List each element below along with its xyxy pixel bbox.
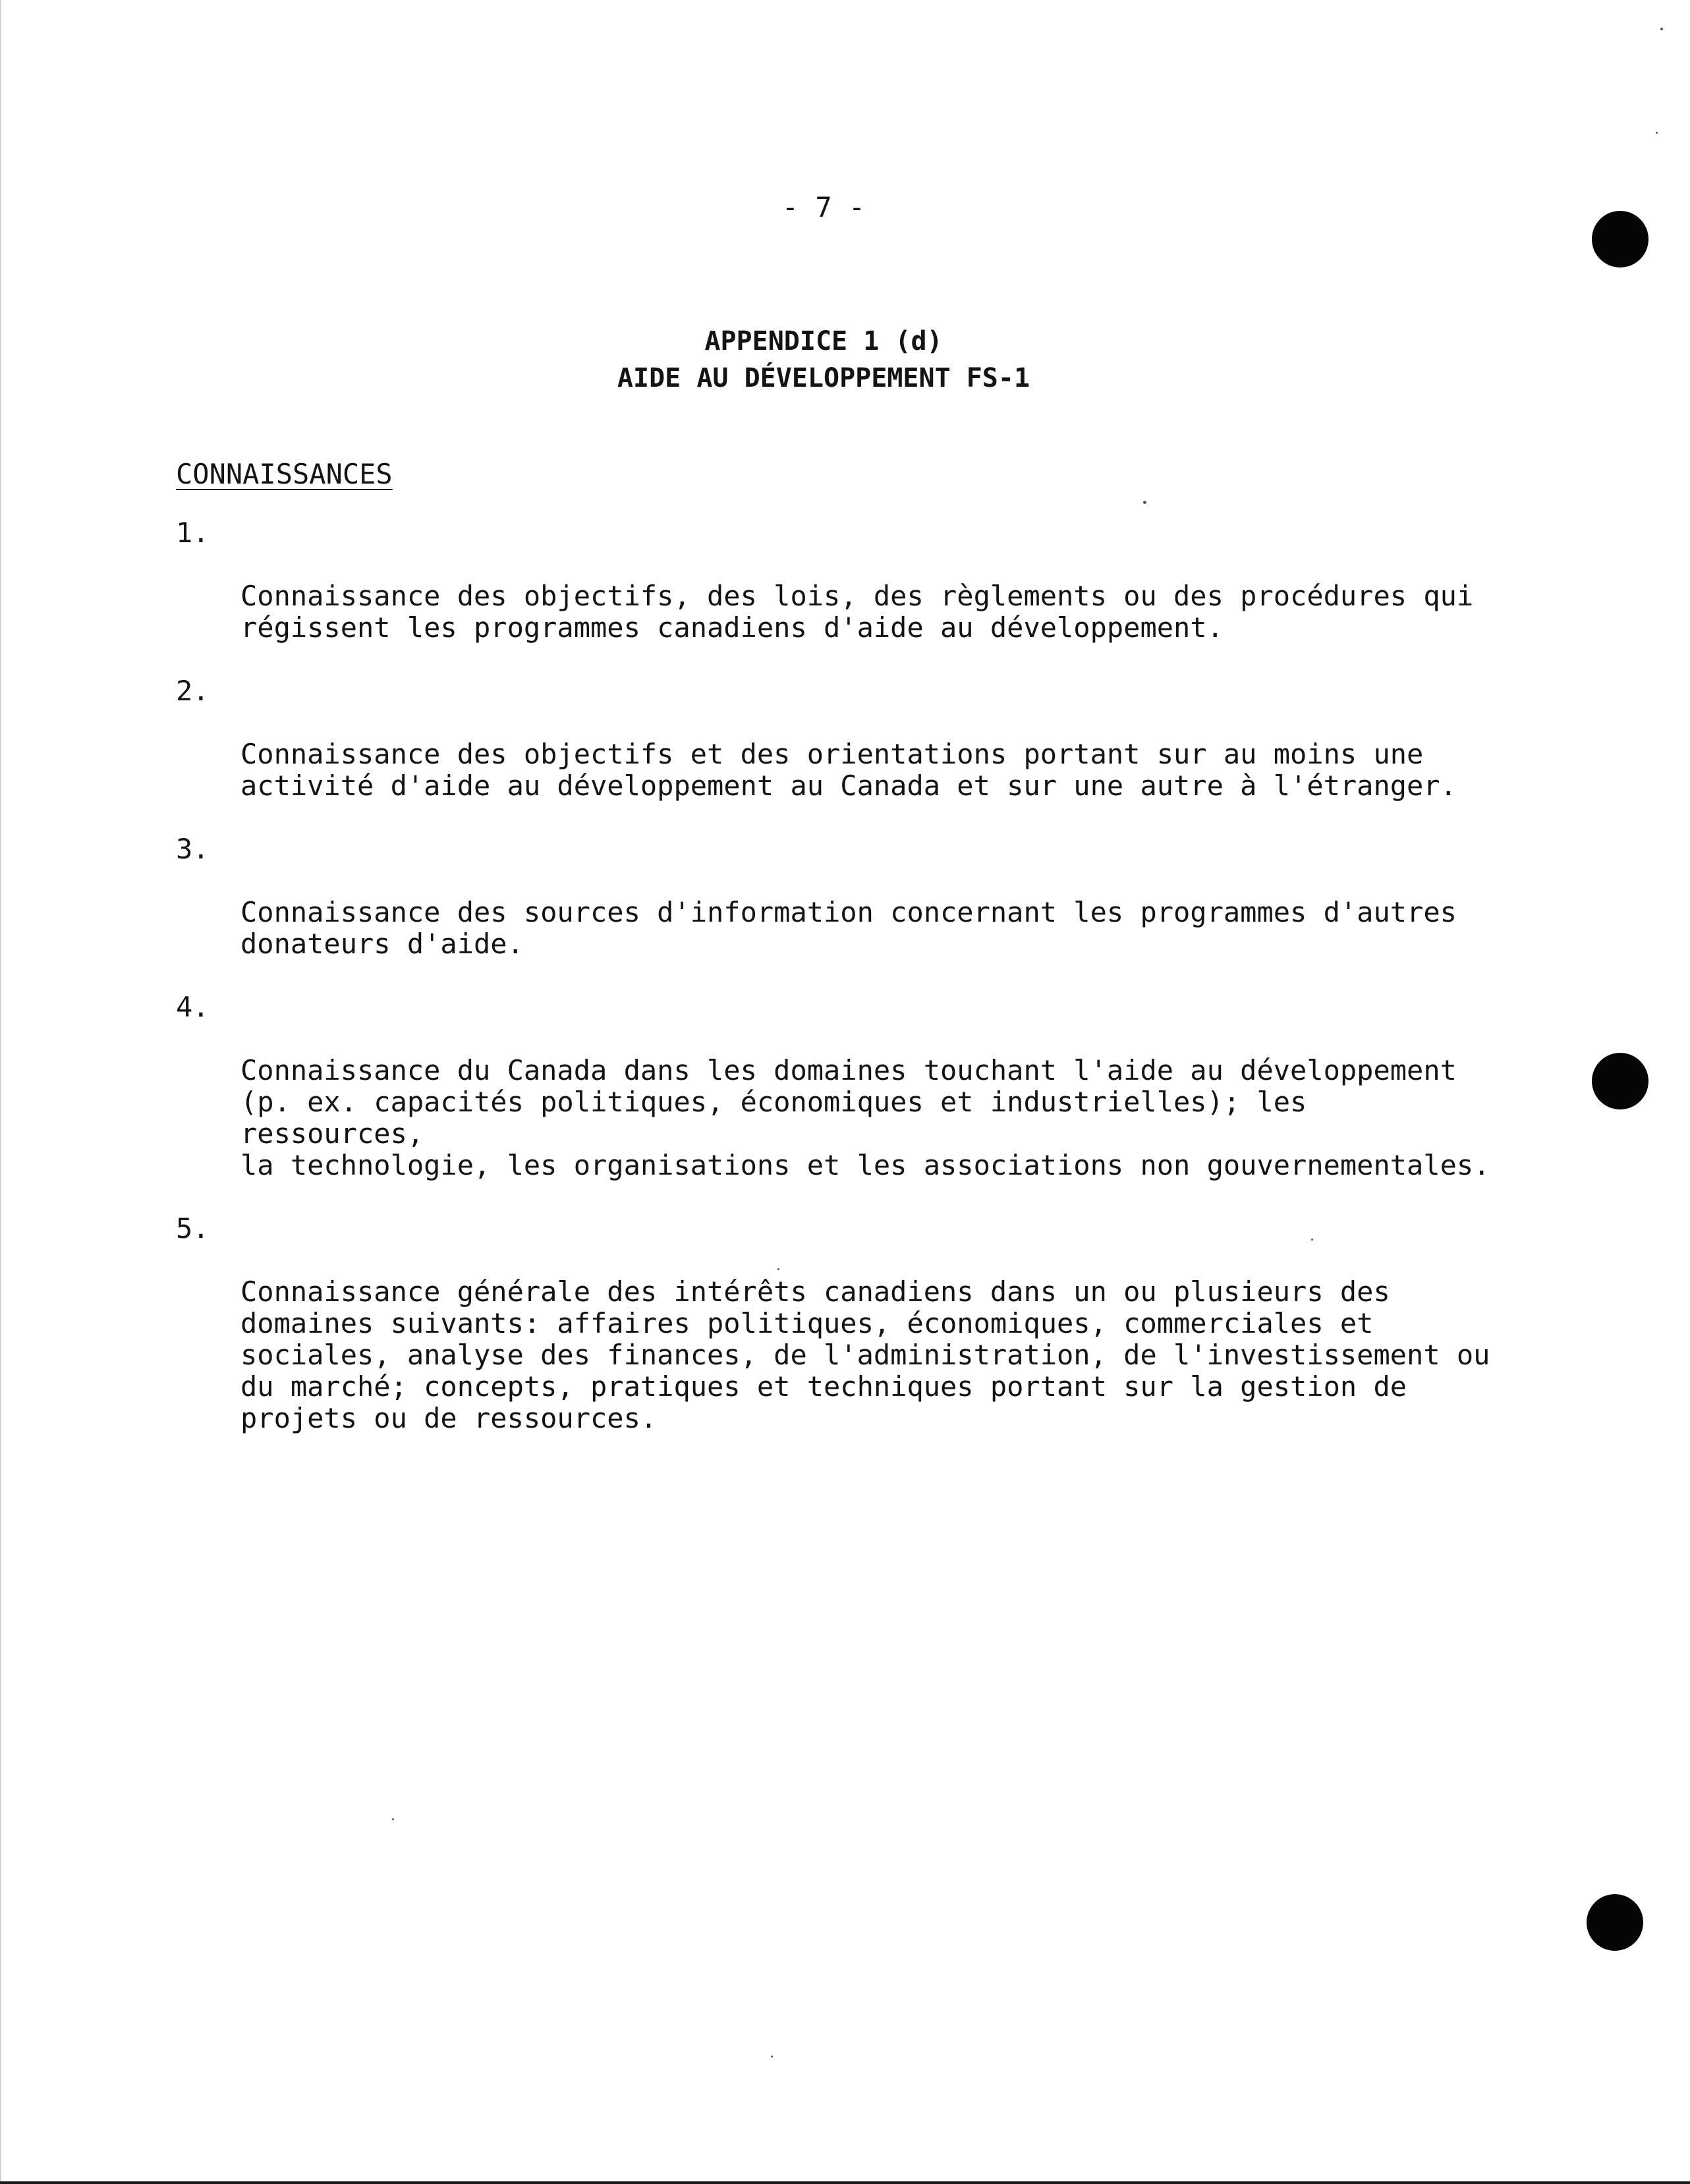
scan-speck <box>392 1818 394 1820</box>
list-item-text: Connaissance du Canada dans les domaines touchant l'aide au développement (p. ex. capacités politiques, économiques et industrielles); les ressources, la technologie, les organisations et les associations non gouvernementales. <box>240 1054 1490 1181</box>
list-item <box>176 517 1500 644</box>
list-item <box>176 833 1500 960</box>
list-item-text: Connaissance des objectifs, des lois, des règlements ou des procédures qui régissent les programmes canadiens d'aide au développement. <box>240 580 1474 644</box>
list-item <box>176 1213 1500 1434</box>
scan-bottom-edge <box>0 2181 1690 2184</box>
knowledge-list <box>176 517 1500 1466</box>
list-item-number: 3. <box>176 833 210 865</box>
list-item <box>176 992 1500 1181</box>
scan-speck <box>1143 501 1146 504</box>
page-number: - 7 - <box>781 191 866 223</box>
list-item-text: Connaissance des objectifs et des orientations portant sur au moins une activité d'aide au développement au Canada et sur une autre à l'étranger. <box>240 738 1457 802</box>
title-line-subject: AIDE AU DÉVELOPPEMENT FS-1 <box>617 363 1030 393</box>
list-item-number: 1. <box>176 517 210 549</box>
title-line-appendix: APPENDICE 1 (d) <box>704 326 943 356</box>
list-item-number: 4. <box>176 991 210 1023</box>
scan-speck <box>1311 1239 1313 1241</box>
list-item <box>176 675 1500 802</box>
list-item-text: Connaissance générale des intérêts canadiens dans un ou plusieurs des domaines suivants: affaires politiques, économiques, commerciales et sociales, analyse des finances, de l'administration, de l'investissement ou du marché; concepts, pratiques et techniques portant sur la gestion de projets ou de ressources. <box>240 1275 1490 1434</box>
list-item-number: 2. <box>176 675 210 707</box>
list-item-number: 5. <box>176 1212 210 1245</box>
scan-speck <box>1660 28 1663 30</box>
punch-hole-top <box>1592 211 1648 267</box>
punch-hole-bottom <box>1587 1894 1643 1951</box>
section-heading: CONNAISSANCES <box>176 458 393 490</box>
punch-hole-middle <box>1592 1053 1648 1109</box>
scan-speck <box>1656 132 1658 134</box>
document-title <box>0 323 1647 397</box>
list-item-text: Connaissance des sources d'information concernant les programmes d'autres donateurs d'aide. <box>240 896 1457 960</box>
scan-speck <box>771 2056 773 2058</box>
scan-speck <box>777 1268 779 1270</box>
